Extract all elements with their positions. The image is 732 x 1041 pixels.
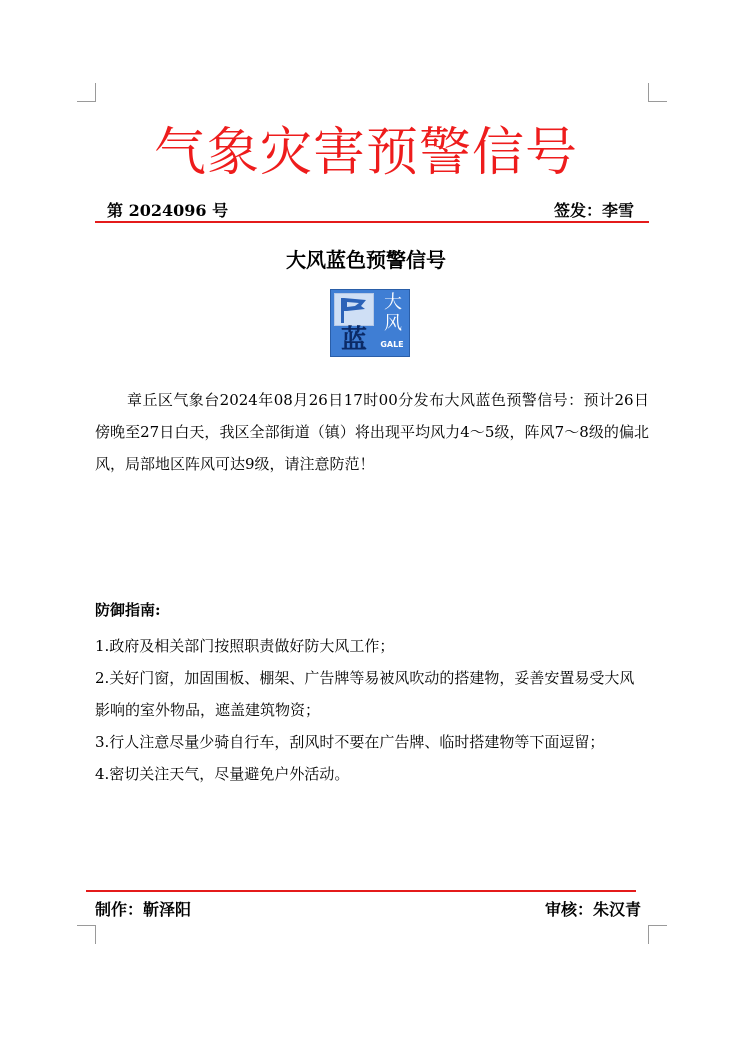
list-item: 1.政府及相关部门按照职责做好防大风工作； <box>95 637 395 655</box>
crop-mark-bottom-right <box>648 925 667 944</box>
crop-mark-top-left <box>77 83 96 102</box>
badge-type-english: GALE <box>380 340 404 349</box>
notice-paragraph: 章丘区气象台2024年08月26日17时00分发布大风蓝色预警信号：预计26日傍晚至27日白天，我区全部街道（镇）将出现平均风力4～5级，阵风7～8级的偏北风，局部地区阵风可达9级，请注意防范！ <box>95 391 649 473</box>
reviewer: 审核：朱汉青 <box>544 900 641 919</box>
list-item: 2.关好门窗，加固围板、棚架、广告牌等易被风吹动的搭建物，妥善安置易受大风影响的室外物品，遮盖建筑物资； <box>95 669 635 719</box>
badge-type-char-2: 风 <box>384 313 402 334</box>
issue-number: 第 2024096 号 <box>107 201 229 220</box>
document-title: 气象灾害预警信号 <box>153 123 578 183</box>
crop-mark-bottom-left <box>77 925 96 944</box>
list-item: 3.行人注意尽量少骑自行车，刮风时不要在广告牌、临时搭建物等下面逗留； <box>95 733 605 751</box>
footer-divider <box>86 890 636 892</box>
wind-flag-icon <box>334 293 374 326</box>
header-divider <box>95 221 649 223</box>
guide-title: 防御指南: <box>95 601 161 619</box>
badge-level-char: 蓝 <box>340 325 367 355</box>
crop-mark-top-right <box>648 83 667 102</box>
guide-list <box>95 630 649 790</box>
badge-type-char-1: 大 <box>384 292 402 313</box>
maker: 制作：靳泽阳 <box>95 900 192 919</box>
warning-badge <box>330 289 410 357</box>
notice-title: 大风蓝色预警信号 <box>286 248 446 272</box>
list-item: 4.密切关注天气，尽量避免户外活动。 <box>95 765 350 783</box>
issuer: 签发：李雪 <box>553 201 634 220</box>
